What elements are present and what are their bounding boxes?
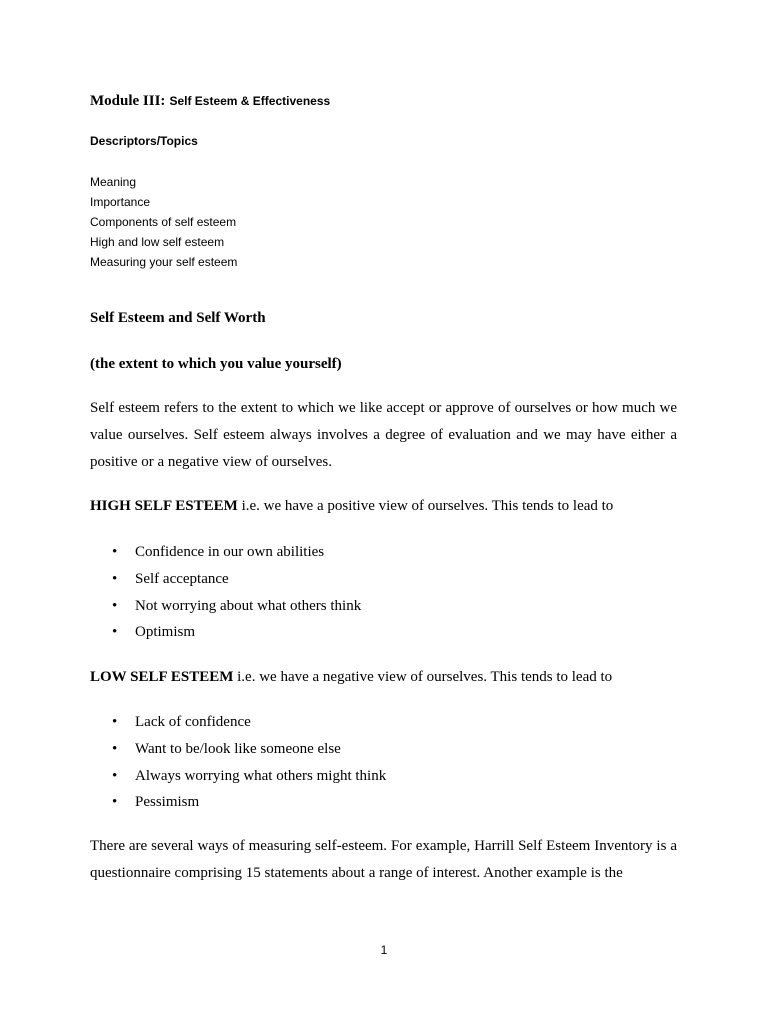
bullet-icon: • bbox=[112, 740, 118, 757]
page-number: 1 bbox=[380, 943, 388, 957]
list-item-text: Confidence in our own abilities bbox=[135, 544, 325, 560]
intro-paragraph: Self esteem refers to the extent to which we like accept or approve of ourselves or how much we value ourselves. Self esteem always involves a degree of evaluation and we may have either a positive or a negative view of ourselves. bbox=[90, 400, 677, 470]
high-esteem-text: i.e. we have a positive view of ourselves. This tends to lead to bbox=[237, 498, 614, 514]
low-esteem-label: LOW SELF ESTEEM bbox=[90, 669, 234, 685]
closing-paragraph: There are several ways of measuring self-esteem. For example, Harrill Self Esteem Inventory is a questionnaire comprising 15 statements about a range of interest. Another example is the bbox=[90, 838, 677, 881]
bullet-icon: • bbox=[112, 794, 118, 811]
list-item bbox=[90, 789, 386, 816]
topic-item: Measuring your self esteem bbox=[90, 255, 238, 269]
high-esteem-line bbox=[90, 498, 613, 515]
list-item bbox=[90, 619, 361, 646]
list-item-text: Lack of confidence bbox=[135, 714, 251, 730]
topic-item: Components of self esteem bbox=[90, 215, 237, 229]
list-item-text: Want to be/look like someone else bbox=[135, 740, 341, 757]
high-esteem-label: HIGH SELF ESTEEM bbox=[90, 498, 238, 514]
list-item-text: Not worrying about what others think bbox=[135, 597, 362, 614]
section-subtitle: (the extent to which you value yourself) bbox=[90, 356, 342, 372]
list-item-text: Optimism bbox=[135, 624, 196, 641]
topic-item: Importance bbox=[90, 195, 151, 209]
topic-list bbox=[90, 172, 237, 272]
list-item bbox=[90, 539, 361, 566]
list-item bbox=[90, 709, 386, 736]
descriptors-heading: Descriptors/Topics bbox=[90, 134, 198, 148]
section-title: Self Esteem and Self Worth bbox=[90, 310, 266, 326]
low-esteem-text: i.e. we have a negative view of ourselves. This tends to lead to bbox=[233, 669, 613, 685]
module-label: Module III: bbox=[90, 93, 166, 109]
bullet-icon: • bbox=[112, 544, 118, 560]
list-item bbox=[90, 736, 386, 763]
bullet-icon: • bbox=[112, 714, 118, 730]
topic-item: High and low self esteem bbox=[90, 235, 225, 249]
low-esteem-bullets bbox=[90, 709, 386, 816]
high-esteem-bullets bbox=[90, 539, 361, 646]
topic-item: Meaning bbox=[90, 175, 137, 189]
bullet-icon: • bbox=[112, 624, 118, 641]
module-title: Self Esteem & Effectiveness bbox=[169, 94, 331, 108]
list-item-text: Self acceptance bbox=[135, 570, 229, 587]
bullet-icon: • bbox=[112, 767, 118, 784]
bullet-icon: • bbox=[112, 597, 118, 614]
bullet-icon: • bbox=[112, 570, 118, 587]
list-item-text: Pessimism bbox=[135, 794, 200, 811]
list-item bbox=[90, 566, 361, 593]
low-esteem-line bbox=[90, 669, 612, 686]
list-item bbox=[90, 593, 361, 620]
list-item-text: Always worrying what others might think bbox=[135, 767, 387, 784]
module-heading bbox=[90, 92, 330, 110]
list-item bbox=[90, 763, 386, 790]
